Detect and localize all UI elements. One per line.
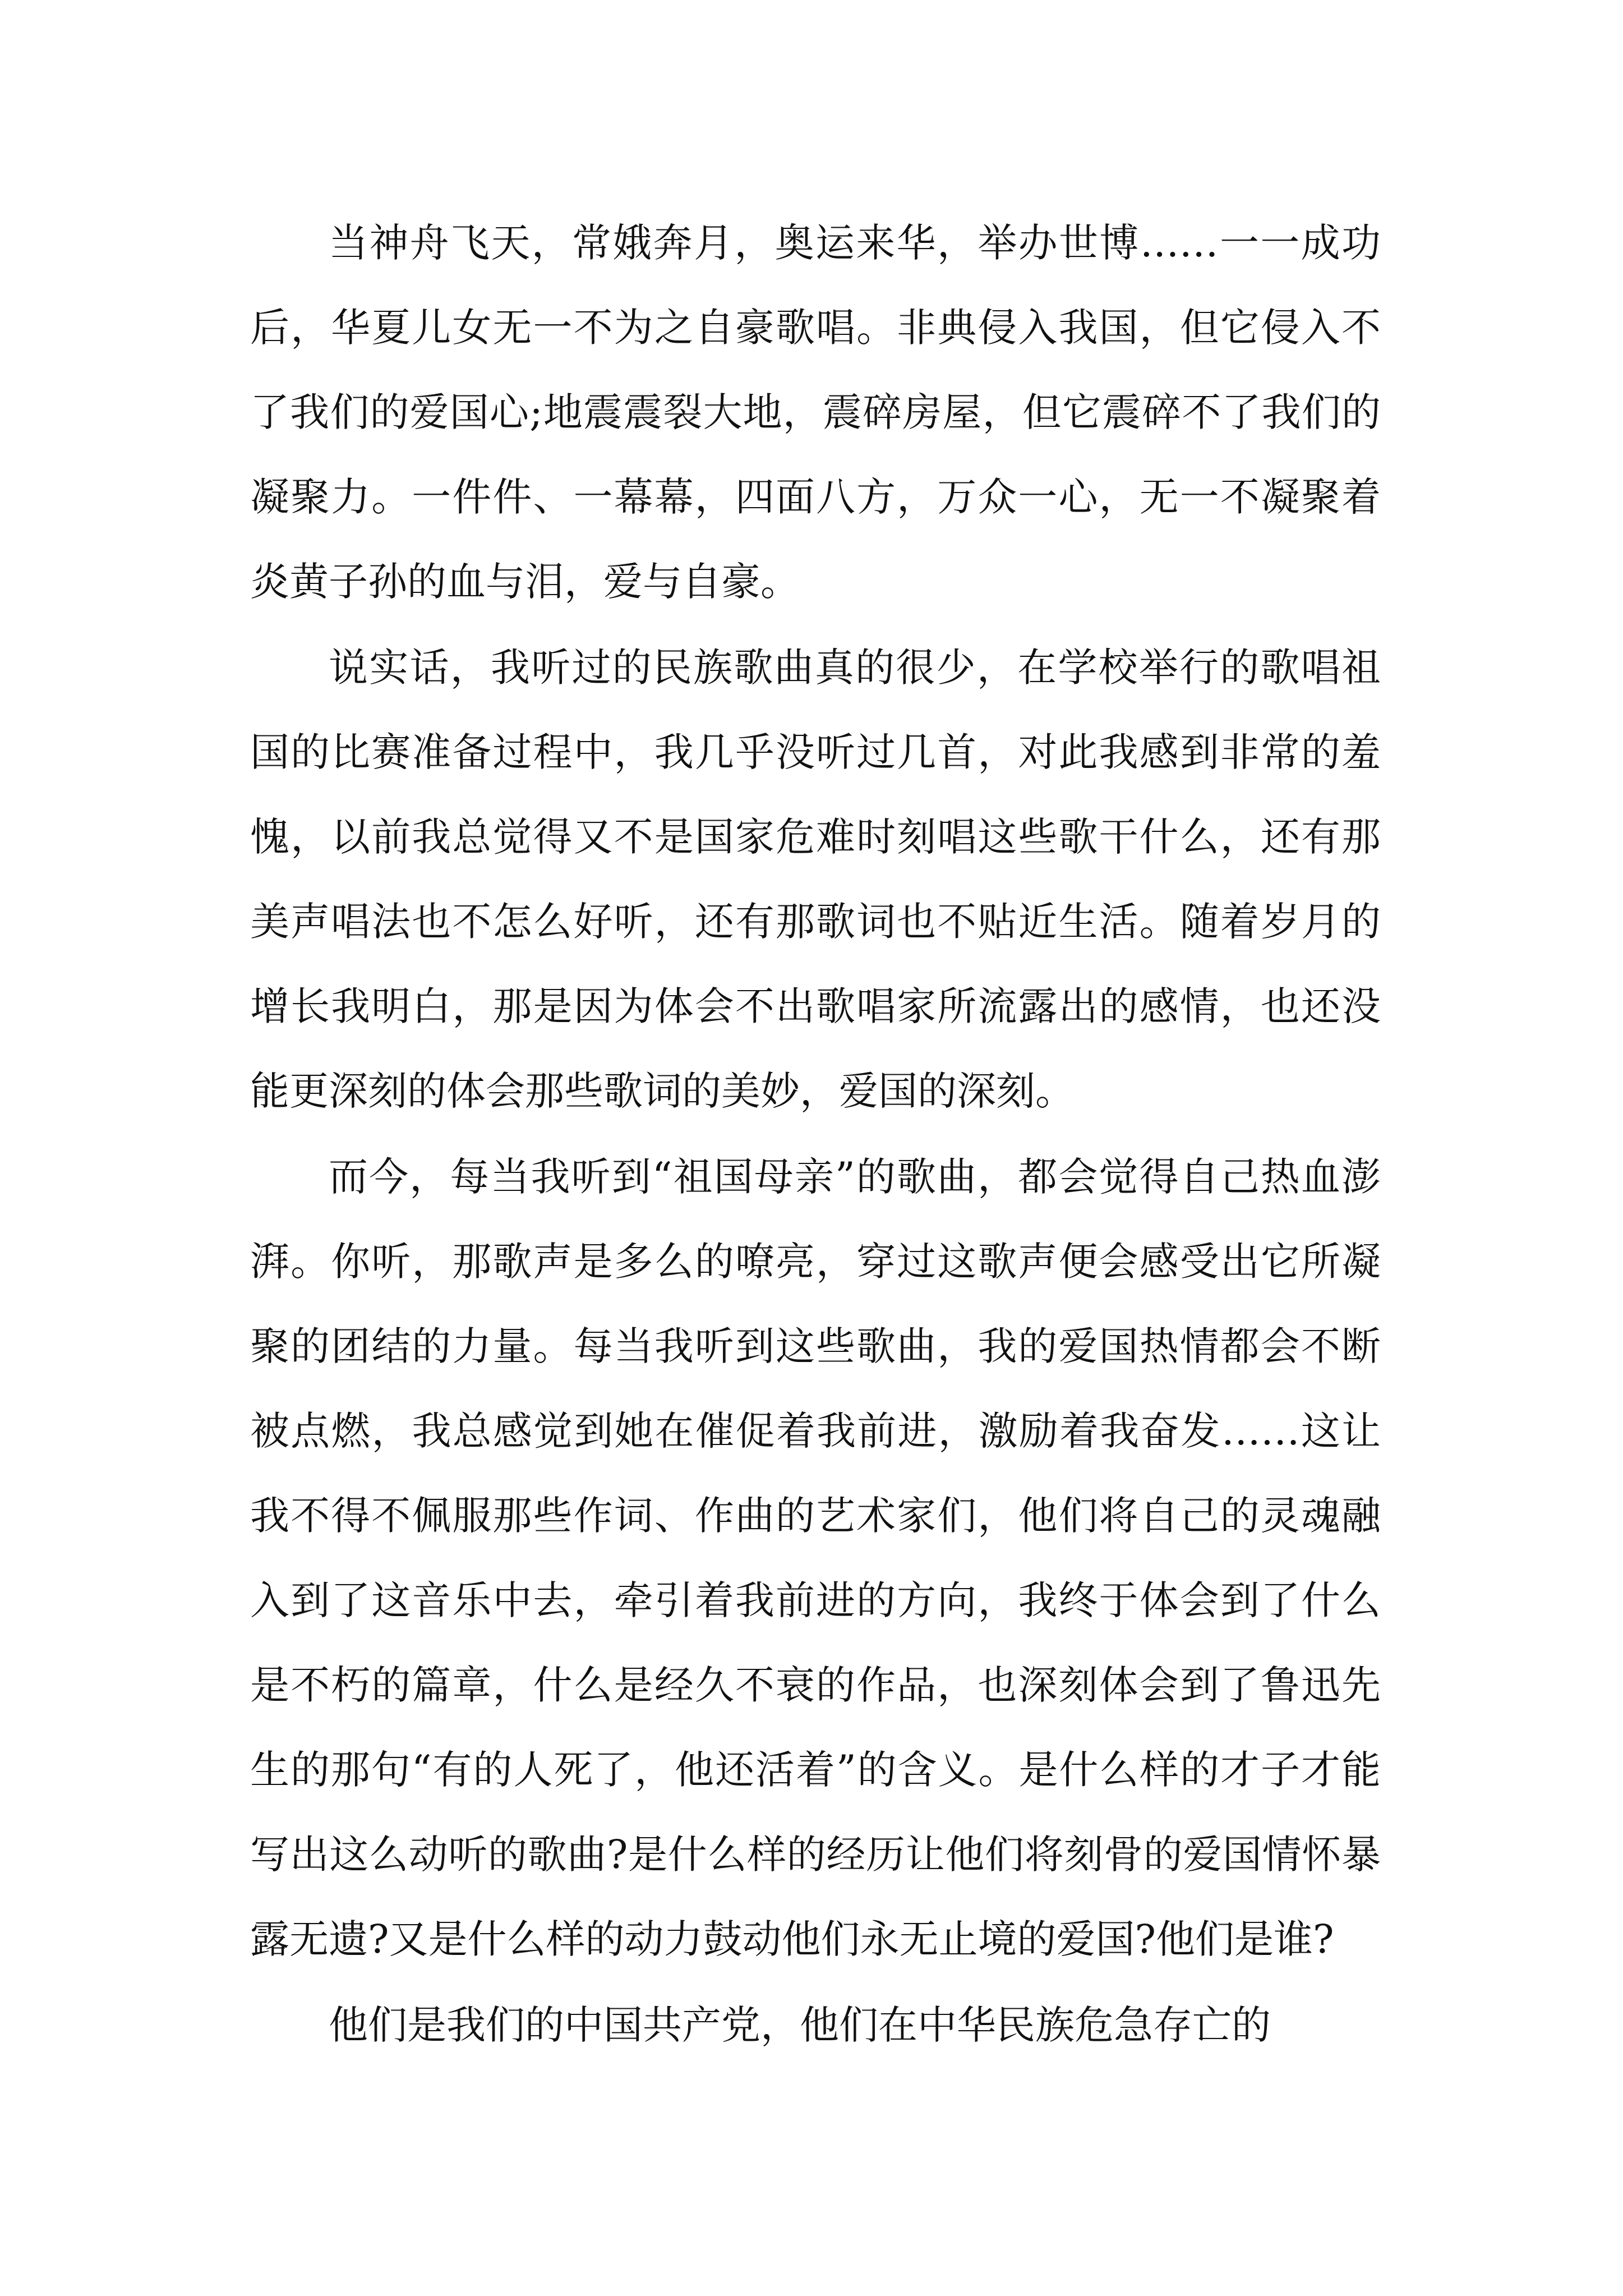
paragraph-2: 说实话，我听过的民族歌曲真的很少，在学校举行的歌唱祖国的比赛准备过程中，我几乎没听过几首，对此我感到非常的羞愧，以前我总觉得又不是国家危难时刻唱这些歌干什么，还有那美声唱法也不怎么好听，还有那歌词也不贴近生活。随着岁月的增长我明白，那是因为体会不出歌唱家所流露出的感情，也还没能更深刻的体会那些歌词的美妙，爱国的深刻。: [250, 645, 1381, 1114]
document-page: [250, 201, 1381, 2068]
paragraph-3: 而今，每当我听到“祖国母亲”的歌曲，都会觉得自己热血澎湃。你听，那歌声是多么的嘹亮，穿过这歌声便会感受出它所凝聚的团结的力量。每当我听到这些歌曲，我的爱国热情都会不断被点燃，我总感觉到她在催促着我前进，激励着我奋发……这让我不得不佩服那些作词、作曲的艺术家们，他们将自己的灵魂融入到了这音乐中去，牵引着我前进的方向，我终于体会到了什么是不朽的篇章，什么是经久不衰的作品，也深刻体会到了鲁迅先生的那句“有的人死了，他还活着”的含义。是什么样的才子才能写出这么动听的歌曲?是什么样的经历让他们将刻骨的爱国情怀暴露无遗?又是什么样的动力鼓动他们永无止境的爱国?他们是谁?: [250, 1154, 1381, 1962]
paragraph-1: 当神舟飞天，常娥奔月，奥运来华，举办世博……一一成功后，华夏儿女无一不为之自豪歌唱。非典侵入我国，但它侵入不了我们的爱国心;地震震裂大地，震碎房屋，但它震碎不了我们的凝聚力。一件件、一幕幕，四面八方，万众一心，无一不凝聚着炎黄子孙的血与泪，爱与自豪。: [250, 220, 1381, 605]
paragraph-4: 他们是我们的中国共产党，他们在中华民族危急存亡的: [329, 2002, 1271, 2048]
